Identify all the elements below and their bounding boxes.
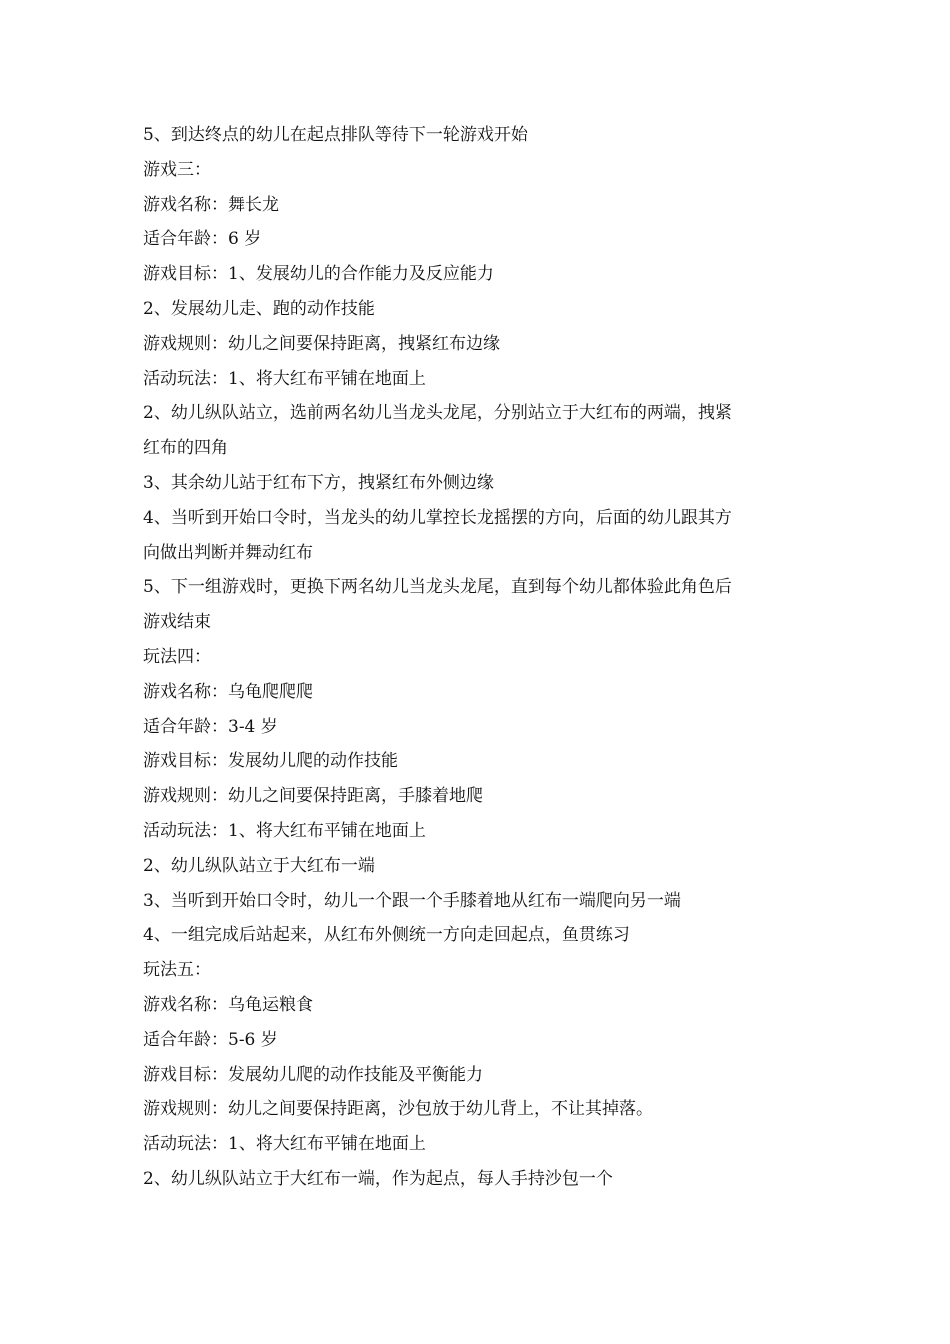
text-line: 5、到达终点的幼儿在起点排队等待下一轮游戏开始 (143, 125, 528, 145)
text-line: 2、幼儿纵队站立于大红布一端，作为起点，每人手持沙包一个 (143, 1168, 613, 1189)
text-line: 游戏规则：幼儿之间要保持距离，沙包放于幼儿背上，不让其掉落。 (143, 1099, 653, 1120)
text-line: 适合年龄：5-6 岁 (143, 1029, 278, 1050)
text-line: 游戏目标：发展幼儿爬的动作技能 (143, 751, 398, 772)
text-line: 游戏目标：发展幼儿爬的动作技能及平衡能力 (143, 1064, 483, 1085)
text-line: 游戏名称：乌龟爬爬爬 (143, 681, 313, 702)
text-line: 活动玩法：1、将大红布平铺在地面上 (143, 820, 426, 841)
text-line: 2、幼儿纵队站立，选前两名幼儿当龙头龙尾，分别站立于大红布的两端，拽紧 (143, 403, 732, 424)
text-line: 适合年龄：6 岁 (143, 229, 262, 250)
text-line: 游戏名称：舞长龙 (143, 194, 279, 215)
text-line: 4、当听到开始口令时，当龙头的幼儿掌控长龙摇摆的方向，后面的幼儿跟其方 (143, 507, 732, 528)
section-heading-play-four: 玩法四： (143, 646, 211, 667)
text-line: 活动玩法：1、将大红布平铺在地面上 (143, 1134, 426, 1155)
document-body (143, 118, 808, 1197)
text-line: 3、其余幼儿站于红布下方，拽紧红布外侧边缘 (143, 472, 494, 493)
text-line: 红布的四角 (143, 438, 228, 459)
text-line: 游戏规则：幼儿之间要保持距离，手膝着地爬 (143, 786, 483, 807)
section-heading-game-three: 游戏三： (143, 159, 211, 180)
section-heading-play-five: 玩法五： (143, 960, 211, 981)
text-line: 游戏规则：幼儿之间要保持距离，拽紧红布边缘 (143, 333, 500, 354)
text-line: 游戏目标：1、发展幼儿的合作能力及反应能力 (143, 264, 494, 285)
text-line: 向做出判断并舞动红布 (143, 542, 313, 563)
text-line: 4、一组完成后站起来，从红布外侧统一方向走回起点，鱼贯练习 (143, 925, 630, 946)
text-line: 2、幼儿纵队站立于大红布一端 (143, 855, 375, 876)
text-line: 适合年龄：3-4 岁 (143, 716, 278, 737)
text-line: 游戏名称：乌龟运粮食 (143, 994, 313, 1015)
text-line: 2、发展幼儿走、跑的动作技能 (143, 298, 375, 319)
text-line: 5、下一组游戏时，更换下两名幼儿当龙头龙尾，直到每个幼儿都体验此角色后 (143, 577, 732, 598)
text-line: 活动玩法：1、将大红布平铺在地面上 (143, 368, 426, 389)
text-line: 3、当听到开始口令时，幼儿一个跟一个手膝着地从红布一端爬向另一端 (143, 890, 681, 911)
text-line: 游戏结束 (143, 612, 211, 633)
